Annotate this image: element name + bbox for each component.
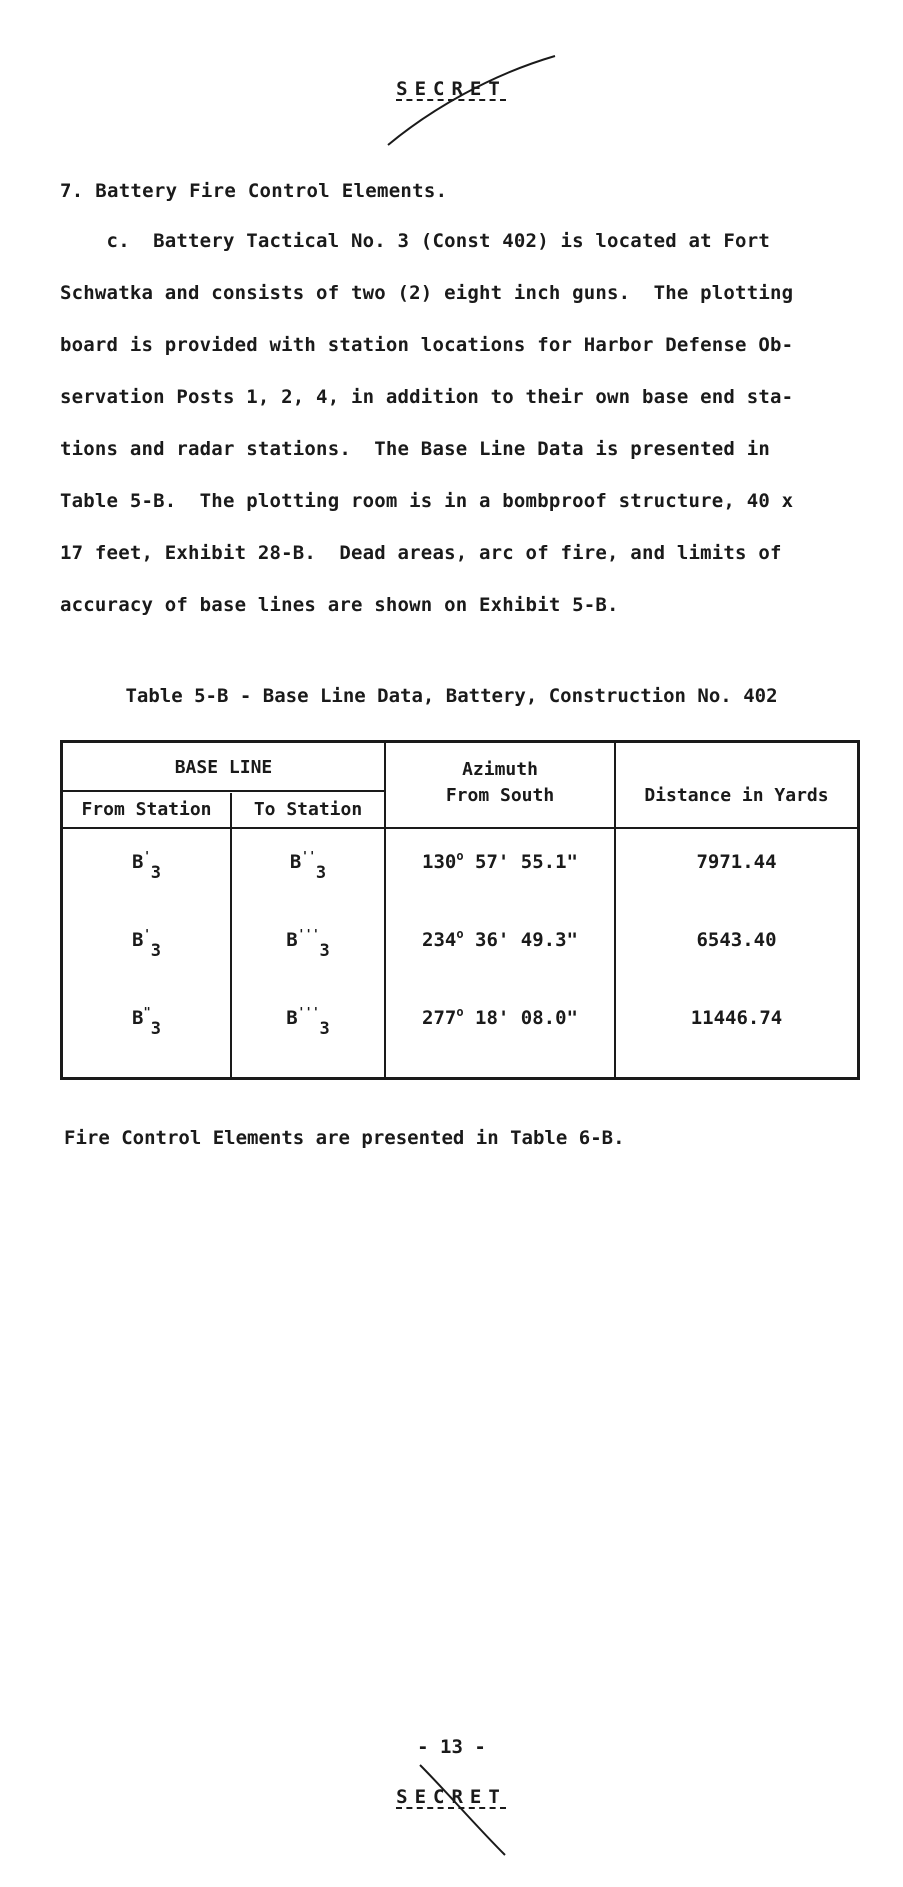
to-station-cell	[232, 1005, 384, 1039]
station-subscript: 3	[319, 1019, 330, 1039]
paragraph-line: Table 5-B. The plotting room is in a bombproof structure, 40 x	[60, 490, 794, 512]
footer-note: Fire Control Elements are presented in Table 6-B.	[64, 1127, 625, 1149]
azimuth-cell	[386, 851, 614, 873]
table-divider	[63, 790, 384, 792]
classification-marking-bottom: SECRET	[396, 1786, 507, 1808]
station-letter: B	[132, 929, 144, 951]
station-subscript: 3	[150, 863, 161, 883]
station-prime: '''	[297, 927, 320, 941]
station-letter: B	[286, 1007, 298, 1029]
header-from-south: From South	[445, 785, 555, 806]
header-to-station: To Station	[253, 799, 363, 820]
station-subscript: 3	[315, 863, 327, 883]
paragraph-line: board is provided with station locations for Harbor Defense Ob-	[60, 334, 794, 356]
paragraph-line: 17 feet, Exhibit 28-B. Dead areas, arc of fire, and limits of	[60, 542, 782, 564]
azimuth-minutes-seconds: 57' 55.1"	[463, 851, 578, 873]
azimuth-cell	[386, 1007, 614, 1029]
from-station-cell	[63, 849, 230, 883]
header-azimuth: Azimuth	[462, 759, 538, 780]
azimuth-minutes-seconds: 18' 08.0"	[463, 1007, 578, 1029]
azimuth-degrees: 277	[422, 1007, 457, 1029]
header-distance: Distance in Yards	[644, 785, 829, 806]
station-letter: B	[132, 851, 144, 873]
strike-through-mark-bottom	[410, 1760, 510, 1860]
station-prime: '	[143, 849, 151, 863]
classification-marking-top: SECRET	[396, 78, 507, 100]
to-station-cell	[232, 927, 384, 961]
from-station-cell	[63, 927, 230, 961]
station-prime: '''	[297, 1005, 320, 1019]
degree-symbol: o	[456, 1005, 464, 1019]
station-letter: B	[286, 929, 298, 951]
section-heading: 7. Battery Fire Control Elements.	[60, 180, 448, 202]
header-from-station: From Station	[81, 799, 212, 820]
azimuth-cell	[386, 929, 614, 951]
base-line-data-table	[60, 740, 860, 1080]
distance-cell: 7971.44	[696, 851, 777, 873]
table-divider	[63, 827, 857, 829]
table-title: Table 5-B - Base Line Data, Battery, Construction No. 402	[125, 685, 778, 707]
station-subscript: 3	[150, 1019, 161, 1039]
distance-cell: 6543.40	[696, 929, 777, 951]
station-subscript: 3	[319, 941, 330, 961]
header-base-line: BASE LINE	[174, 757, 273, 778]
azimuth-degrees: 234	[422, 929, 457, 951]
distance-cell: 11446.74	[690, 1007, 783, 1029]
paragraph-line: c. Battery Tactical No. 3 (Const 402) is located at Fort	[60, 230, 770, 252]
strike-through-mark-top	[380, 50, 560, 150]
paragraph-line: Schwatka and consists of two (2) eight inch guns. The plotting	[60, 282, 794, 304]
paragraph-line: servation Posts 1, 2, 4, in addition to their own base end sta-	[60, 386, 794, 408]
station-prime: '	[143, 927, 151, 941]
station-letter: B	[289, 851, 302, 873]
paragraph-line: tions and radar stations. The Base Line Data is presented in	[60, 438, 770, 460]
degree-symbol: o	[456, 927, 464, 941]
page-number: - 13 -	[417, 1736, 486, 1758]
station-subscript: 3	[150, 941, 161, 961]
paragraph-line: accuracy of base lines are shown on Exhibit 5-B.	[60, 594, 619, 616]
azimuth-degrees: 130	[422, 851, 457, 873]
to-station-cell	[232, 849, 384, 883]
azimuth-minutes-seconds: 36' 49.3"	[463, 929, 578, 951]
station-letter: B	[132, 1007, 144, 1029]
from-station-cell	[63, 1005, 230, 1039]
station-prime: ''	[301, 849, 316, 863]
degree-symbol: o	[456, 849, 464, 863]
station-prime: "	[143, 1005, 151, 1019]
